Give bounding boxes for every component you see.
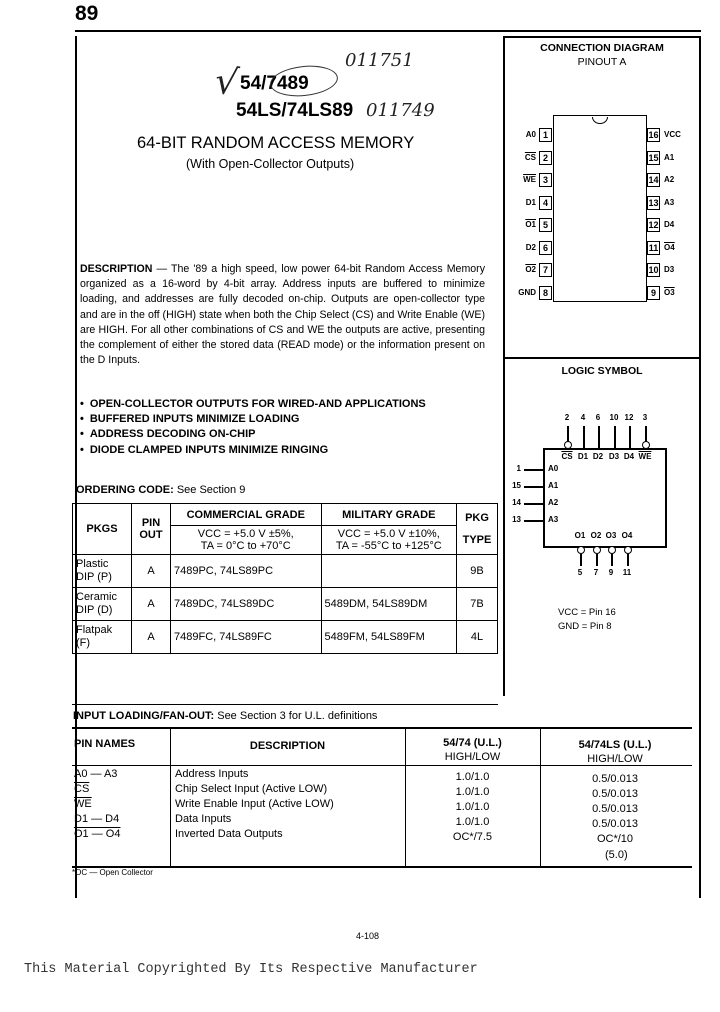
military-cell: 5489DM, 54LS89DM — [321, 588, 456, 621]
pin-label: A0 — [548, 464, 559, 473]
description-paragraph — [80, 262, 485, 368]
pin-number: 11 — [622, 568, 632, 577]
table-row — [73, 621, 498, 654]
pin-number: 13 — [648, 197, 659, 208]
pin-number: 12 — [648, 220, 659, 230]
pin-number: 14 — [648, 175, 659, 185]
military-cell — [321, 555, 456, 588]
ordering-note: See Section 9 — [173, 484, 246, 496]
feature-text: OPEN-COLLECTOR OUTPUTS FOR WIRED-AND APPLICATIONS — [89, 398, 426, 410]
pin-label: $\overline{CS}$ — [561, 452, 573, 461]
pin-description: Address Inputs — [175, 768, 249, 780]
chip-notch — [592, 110, 608, 124]
feature-item — [80, 412, 426, 427]
pin-number: 7 — [593, 568, 599, 577]
pin-label: O1 — [574, 531, 586, 540]
pin-line — [614, 426, 616, 448]
pin-number: 4 — [580, 413, 586, 422]
logic-symbol-title: LOGIC SYMBOL — [561, 365, 643, 377]
pin-line — [611, 554, 613, 566]
pin-number: 2 — [564, 413, 570, 422]
ordering-label: ORDERING CODE: — [76, 484, 174, 496]
commercial-cell: 7489DC, 74LS89DC — [171, 588, 322, 621]
ordering-code-heading — [76, 484, 245, 496]
inversion-bubble-icon — [608, 546, 616, 554]
std-loading: 1.0/1.0 — [455, 816, 490, 828]
pin-number: 14 — [512, 498, 521, 507]
pin-label: D2 — [592, 452, 604, 461]
ls-loading: OC*/10 — [596, 833, 634, 845]
inversion-bubble-icon — [593, 546, 601, 554]
pin-name: A0 — A3 — [74, 768, 118, 780]
pin-number: 5 — [539, 218, 552, 232]
ordering-table — [72, 503, 498, 654]
pin-label: O3 — [605, 531, 617, 540]
top-rule — [75, 30, 701, 32]
pin-label: A3 — [548, 515, 559, 524]
pin-number: 3 — [642, 413, 648, 422]
bullet-icon: • — [80, 428, 84, 441]
pin-number: 11 — [648, 242, 659, 253]
pin-line — [598, 426, 600, 448]
pin-line — [524, 503, 543, 505]
pin-name: D1 — D4 — [74, 813, 120, 825]
pin-number: 7 — [539, 263, 552, 277]
pin-number: 10 — [609, 413, 619, 422]
pkg-cell — [73, 555, 132, 588]
pin-line — [567, 426, 569, 442]
header-pkg: PKG — [465, 512, 489, 524]
pkg-name: Flatpak — [76, 624, 113, 636]
pinout-cell: A — [132, 621, 171, 654]
pin-description: Write Enable Input (Active LOW) — [175, 798, 334, 810]
header-pkg-type — [457, 504, 498, 555]
pin-description: Chip Select Input (Active LOW) — [175, 783, 328, 795]
pin-number: 9 — [608, 568, 614, 577]
pin-label: A3 — [664, 197, 675, 207]
feature-item — [80, 397, 426, 412]
handwritten-code-1: 011751 — [345, 50, 414, 71]
pin-label: A0 — [525, 130, 536, 139]
pin-line — [524, 520, 543, 522]
pkg-variant: (F) — [76, 637, 91, 649]
commercial-cell: 7489PC, 74LS89PC — [171, 555, 322, 588]
pin-label: GND — [518, 287, 536, 297]
feature-list — [80, 397, 426, 458]
pin-line — [580, 554, 582, 566]
il-header-54-74ls — [540, 738, 690, 766]
pinout-cell: A — [132, 588, 171, 621]
vcc-note: VCC = Pin 16 — [558, 607, 616, 618]
feature-item — [80, 427, 426, 442]
connection-diagram-title: CONNECTION DIAGRAM — [540, 42, 664, 54]
pkg-cell — [73, 621, 132, 654]
inversion-bubble-icon — [624, 546, 632, 554]
pin-number: 4 — [539, 196, 552, 210]
feature-item — [80, 443, 426, 458]
military-cell: 5489FM, 54LS89FM — [321, 621, 456, 654]
pin-label: D1 — [577, 452, 589, 461]
pin-number: 10 — [648, 265, 659, 275]
il-bottom-rule — [72, 866, 692, 868]
pin-label: O4 — [621, 531, 633, 540]
right-panel-top — [503, 36, 701, 38]
header-out: OUT — [139, 529, 163, 541]
feature-text: ADDRESS DECODING ON-CHIP — [89, 428, 256, 441]
pin-label: D1 — [525, 197, 536, 207]
pin-label: O3 — [664, 287, 675, 297]
device-subtitle: (With Open-Collector Outputs) — [186, 157, 355, 171]
pin-label: O2 — [590, 531, 602, 540]
chip-package — [553, 115, 647, 302]
std-loading: 1.0/1.0 — [455, 771, 490, 783]
il-top-rule — [72, 727, 692, 729]
pin-line — [596, 554, 598, 566]
pin-number: 1 — [539, 128, 552, 142]
pkg-cell — [73, 588, 132, 621]
page-section-number: 89 — [75, 2, 99, 25]
feature-text: DIODE CLAMPED INPUTS MINIMIZE RINGING — [89, 443, 329, 456]
pin-number: 16 — [648, 130, 659, 140]
std-loading: 1.0/1.0 — [455, 801, 490, 813]
table-row — [73, 555, 498, 588]
pin-description: Inverted Data Outputs — [175, 828, 283, 840]
pin-label: VCC — [664, 130, 681, 139]
check-mark: √ — [212, 60, 241, 105]
pin-line — [583, 426, 585, 448]
pin-description: Data Inputs — [175, 813, 232, 825]
pin-label: A1 — [664, 152, 675, 162]
inversion-bubble-icon — [564, 441, 572, 449]
military-conditions — [321, 526, 456, 555]
commercial-cell: 7489FC, 74LS89FC — [171, 621, 322, 654]
pin-label: D4 — [623, 452, 635, 461]
header-pkgs: PKGS — [73, 504, 132, 555]
pin-line — [629, 426, 631, 448]
pkg-name: Plastic — [76, 558, 109, 570]
il-header-pin-names: PIN NAMES — [74, 738, 136, 750]
il-header-description: DESCRIPTION — [249, 740, 326, 752]
page-footer-number: 4-108 — [356, 931, 380, 941]
il-header-54-74-sub: HIGH/LOW — [444, 751, 501, 763]
pin-label: O1 — [525, 220, 536, 229]
military-vcc: VCC = +5.0 V ±10%, — [337, 528, 440, 540]
description-heading: DESCRIPTION — [80, 263, 153, 275]
il-extra-ls-value: (5.0) — [605, 849, 628, 861]
pin-label: D2 — [525, 242, 536, 252]
input-loading-heading — [73, 710, 377, 722]
pin-label: $\overline{WE}$ — [638, 452, 652, 461]
type-cell: 9B — [457, 555, 498, 588]
pin-label: $\overline{CS}$ — [524, 152, 536, 162]
copyright-notice: This Material Copyrighted By Its Respective Manufacturer — [24, 962, 478, 977]
feature-text: BUFFERED INPUTS MINIMIZE LOADING — [89, 413, 300, 426]
footnote: *OC — Open Collector — [72, 868, 153, 877]
pkg-name: Ceramic — [76, 591, 117, 603]
input-loading-note: See Section 3 for U.L. definitions — [214, 710, 378, 722]
pin-number: 6 — [595, 413, 601, 422]
pin-label: $\overline{WE}$ — [523, 175, 536, 184]
pin-number: 3 — [539, 173, 552, 187]
inversion-bubble-icon — [642, 441, 650, 449]
pinout-cell: A — [132, 555, 171, 588]
right-panel-divider — [503, 357, 701, 359]
device-title: 64-BIT RANDOM ACCESS MEMORY — [137, 134, 415, 152]
pin-number: 15 — [512, 481, 521, 490]
header-military: MILITARY GRADE — [321, 504, 456, 526]
ls-loading: 0.5/0.013 — [592, 773, 638, 785]
bullet-icon: • — [80, 443, 84, 456]
pinout-label: PINOUT A — [577, 56, 627, 68]
std-loading: 1.0/1.0 — [455, 786, 490, 798]
bullet-icon: • — [80, 413, 84, 426]
pin-label: D4 — [664, 220, 675, 229]
il-header-54-74-title: 54/74 (U.L.) — [443, 737, 502, 749]
std-loading: OC*/7.5 — [452, 831, 493, 843]
pin-name: $\overline{WE}$ — [74, 798, 92, 810]
handwritten-code-2: 011749 — [366, 100, 435, 121]
pin-label: D3 — [608, 452, 620, 461]
pin-line — [524, 469, 543, 471]
pin-number: 2 — [539, 151, 552, 165]
military-temp: TA = -55°C to +125°C — [335, 540, 442, 552]
header-commercial: COMMERCIAL GRADE — [171, 504, 322, 526]
gnd-note: GND = Pin 8 — [558, 621, 612, 632]
pin-name: O1 — O4 — [74, 828, 121, 840]
pin-line — [627, 554, 629, 566]
pin-line — [645, 426, 647, 442]
input-loading-label: INPUT LOADING/FAN-OUT: — [73, 710, 215, 722]
frame-right — [699, 36, 701, 898]
header-type: TYPE — [462, 534, 492, 546]
pin-label: O2 — [525, 265, 536, 274]
ls-loading: 0.5/0.013 — [592, 788, 638, 800]
type-cell: 7B — [457, 588, 498, 621]
header-pin: PIN — [141, 517, 161, 529]
commercial-temp: TA = 0°C to +70°C — [200, 540, 291, 552]
pin-label: A2 — [664, 175, 675, 184]
description-text: — The '89 a high speed, low power 64-bit Random Access Memory organized as a 16-word by 4-bit array. Address inputs are buffered to minimize loading, and addresses are fully decoded on-chip. Outputs are open-collector type and are in the off (HIGH) state when both the Chip Select (CS) and Write Enable (WE) are HIGH. For all other combinations of CS and WE the outputs are active, presenting the complement of either the stored data (READ mode) or the information present on the D Inputs. — [80, 263, 485, 367]
pkg-variant: DIP (P) — [76, 571, 112, 583]
il-header-54-74 — [405, 736, 540, 764]
pin-number: 8 — [539, 286, 552, 300]
pin-number: 5 — [577, 568, 583, 577]
part-number-2: 54LS/74LS89 — [236, 100, 354, 121]
header-pinout — [132, 504, 171, 555]
pin-label: O4 — [664, 242, 675, 252]
pin-number: 15 — [648, 152, 659, 163]
ls-loading: 0.5/0.013 — [592, 818, 638, 830]
pin-label: A2 — [548, 498, 559, 507]
ls-loading: 0.5/0.013 — [592, 803, 638, 815]
pin-number: 9 — [647, 286, 660, 300]
commercial-conditions — [171, 526, 322, 555]
table-row — [73, 588, 498, 621]
pin-number: 12 — [624, 413, 634, 422]
bullet-icon: • — [80, 398, 84, 410]
inversion-bubble-icon — [577, 546, 585, 554]
il-header-54-74ls-title: 54/74LS (U.L.) — [578, 739, 652, 751]
pin-number: 1 — [516, 464, 521, 473]
type-cell: 4L — [457, 621, 498, 654]
pin-line — [524, 486, 543, 488]
commercial-vcc: VCC = +5.0 V ±5%, — [197, 528, 294, 540]
part-number-1: 54/7489 — [240, 73, 309, 94]
pin-number: 13 — [512, 515, 521, 524]
pin-name: $\overline{CS}$ — [74, 783, 90, 795]
pin-label: A1 — [548, 481, 559, 490]
pin-label: D3 — [664, 265, 675, 274]
pkg-variant: DIP (D) — [76, 604, 113, 616]
section-rule — [72, 704, 498, 705]
il-header-54-74ls-sub: HIGH/LOW — [587, 753, 643, 765]
pin-number: 6 — [539, 241, 552, 255]
